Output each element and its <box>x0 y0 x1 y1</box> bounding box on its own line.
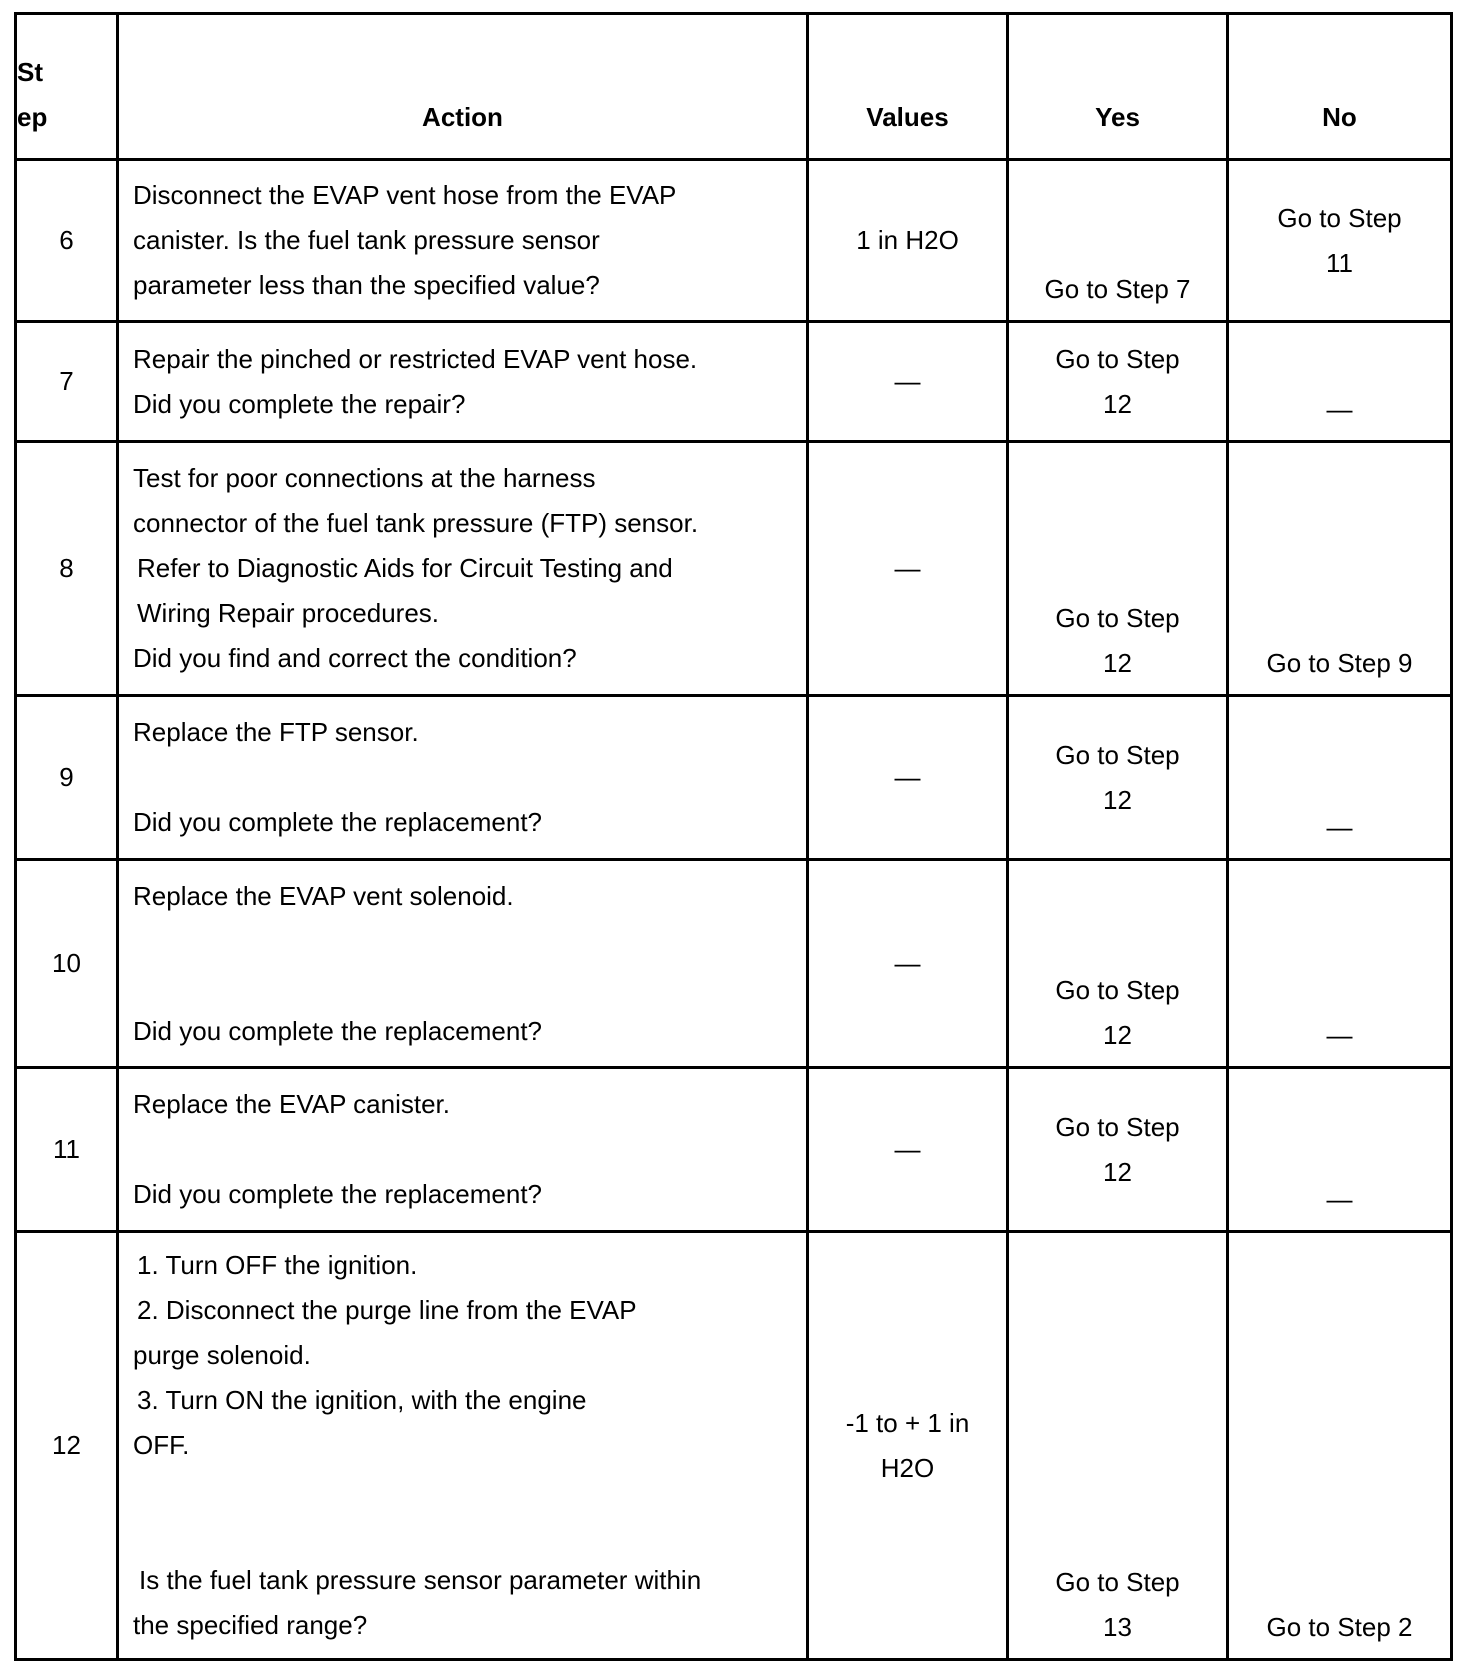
yes-line: 12 <box>1103 1156 1132 1187</box>
values-cell: — <box>808 860 1008 1068</box>
header-step-line1: St <box>17 57 43 87</box>
header-values: Values <box>808 14 1008 160</box>
action-spacer <box>133 1468 798 1513</box>
action-line: Disconnect the EVAP vent hose from the EVAP <box>133 180 677 210</box>
action-line: Test for poor connections at the harness <box>133 463 596 493</box>
action-line: canister. Is the fuel tank pressure sensor <box>133 225 600 255</box>
yes-line: 12 <box>1103 388 1132 419</box>
values-cell: — <box>808 442 1008 696</box>
action-line: Did you complete the replacement? <box>133 807 543 837</box>
diagnostic-table <box>14 12 1453 1661</box>
action-line: 2. Disconnect the purge line from the EVAP <box>137 1295 637 1325</box>
header-no: No <box>1228 14 1452 160</box>
action-line: Replace the EVAP canister. <box>133 1089 451 1119</box>
action-spacer <box>133 1513 798 1558</box>
yes-line: 12 <box>1103 784 1132 815</box>
table-row <box>16 696 1452 860</box>
yes-cell <box>1008 1232 1228 1660</box>
header-row <box>16 14 1452 160</box>
action-line: Did you complete the repair? <box>133 388 466 419</box>
yes-line: Go to Step <box>1055 975 1180 1005</box>
action-line: Is the fuel tank pressure sensor parameter within <box>139 1565 702 1595</box>
no-cell <box>1228 1068 1452 1232</box>
table-row <box>16 322 1452 442</box>
step-cell: 10 <box>16 860 118 1068</box>
action-line: Did you complete the replacement? <box>133 1179 543 1209</box>
action-spacer <box>133 964 798 1009</box>
header-action: Action <box>118 14 808 160</box>
no-line: 11 <box>1326 247 1353 278</box>
step-cell: 8 <box>16 442 118 696</box>
values-cell: — <box>808 1068 1008 1232</box>
action-line: 1. Turn OFF the ignition. <box>137 1250 418 1280</box>
header-step <box>16 14 118 160</box>
action-line: parameter less than the specified value? <box>133 270 600 300</box>
table-row <box>16 1232 1452 1660</box>
header-yes: Yes <box>1008 14 1228 160</box>
yes-line: Go to Step <box>1055 1567 1180 1597</box>
action-line: purge solenoid. <box>133 1340 311 1370</box>
no-cell <box>1228 860 1452 1068</box>
yes-line: 13 <box>1103 1612 1132 1642</box>
action-line: Refer to Diagnostic Aids for Circuit Testing and <box>137 553 673 583</box>
action-cell <box>118 322 808 442</box>
action-spacer <box>133 919 798 964</box>
action-line: Replace the EVAP vent solenoid. <box>133 880 514 911</box>
values-cell <box>808 1232 1008 1660</box>
table-row <box>16 1068 1452 1232</box>
no-cell <box>1228 696 1452 860</box>
table-row <box>16 160 1452 322</box>
step-cell: 9 <box>16 696 118 860</box>
values-cell: — <box>808 322 1008 442</box>
yes-line: Go to Step <box>1055 343 1180 374</box>
action-line: Wiring Repair procedures. <box>137 598 440 628</box>
action-line: Replace the FTP sensor. <box>133 717 419 747</box>
step-cell: 11 <box>16 1068 118 1232</box>
header-step-line2: ep <box>17 102 48 132</box>
values-cell: 1 in H2O <box>808 160 1008 322</box>
step-cell: 6 <box>16 160 118 322</box>
action-line: Repair the pinched or restricted EVAP vent hose. <box>133 343 698 374</box>
step-cell: 12 <box>16 1232 118 1660</box>
no-line: Go to Step 2 <box>1266 1612 1413 1642</box>
action-cell <box>118 160 808 322</box>
yes-line: Go to Step 7 <box>1044 274 1191 304</box>
yes-line: 12 <box>1103 1020 1132 1050</box>
yes-line: Go to Step <box>1055 739 1180 770</box>
table-row <box>16 860 1452 1068</box>
action-spacer <box>133 1127 798 1172</box>
yes-cell <box>1008 322 1228 442</box>
no-dash: — <box>1326 812 1353 842</box>
no-line: Go to Step <box>1277 202 1402 233</box>
yes-cell <box>1008 160 1228 322</box>
values-line: -1 to + 1 in <box>845 1407 970 1438</box>
action-line: Did you complete the replacement? <box>133 1015 543 1046</box>
no-cell <box>1228 160 1452 322</box>
action-cell <box>118 1068 808 1232</box>
action-line: 3. Turn ON the ignition, with the engine <box>137 1385 587 1415</box>
step-cell: 7 <box>16 322 118 442</box>
action-line: the specified range? <box>133 1610 368 1640</box>
action-cell <box>118 1232 808 1660</box>
yes-cell <box>1008 1068 1228 1232</box>
no-dash: — <box>1326 394 1353 424</box>
no-cell <box>1228 442 1452 696</box>
yes-line: 12 <box>1103 648 1132 678</box>
no-dash: — <box>1326 1184 1353 1214</box>
yes-cell <box>1008 860 1228 1068</box>
yes-line: Go to Step <box>1055 1111 1180 1142</box>
no-line: Go to Step 9 <box>1266 648 1413 678</box>
no-cell <box>1228 1232 1452 1660</box>
action-line: OFF. <box>133 1430 190 1460</box>
action-line: Did you find and correct the condition? <box>133 643 577 673</box>
values-line: H2O <box>880 1452 935 1483</box>
action-cell <box>118 860 808 1068</box>
table-row <box>16 442 1452 696</box>
yes-line: Go to Step <box>1055 603 1180 633</box>
action-cell <box>118 696 808 860</box>
action-spacer <box>133 755 798 800</box>
yes-cell <box>1008 442 1228 696</box>
no-cell <box>1228 322 1452 442</box>
action-line: connector of the fuel tank pressure (FTP) sensor. <box>133 508 699 538</box>
no-dash: — <box>1326 1020 1353 1050</box>
yes-cell <box>1008 696 1228 860</box>
values-cell: — <box>808 696 1008 860</box>
action-cell <box>118 442 808 696</box>
